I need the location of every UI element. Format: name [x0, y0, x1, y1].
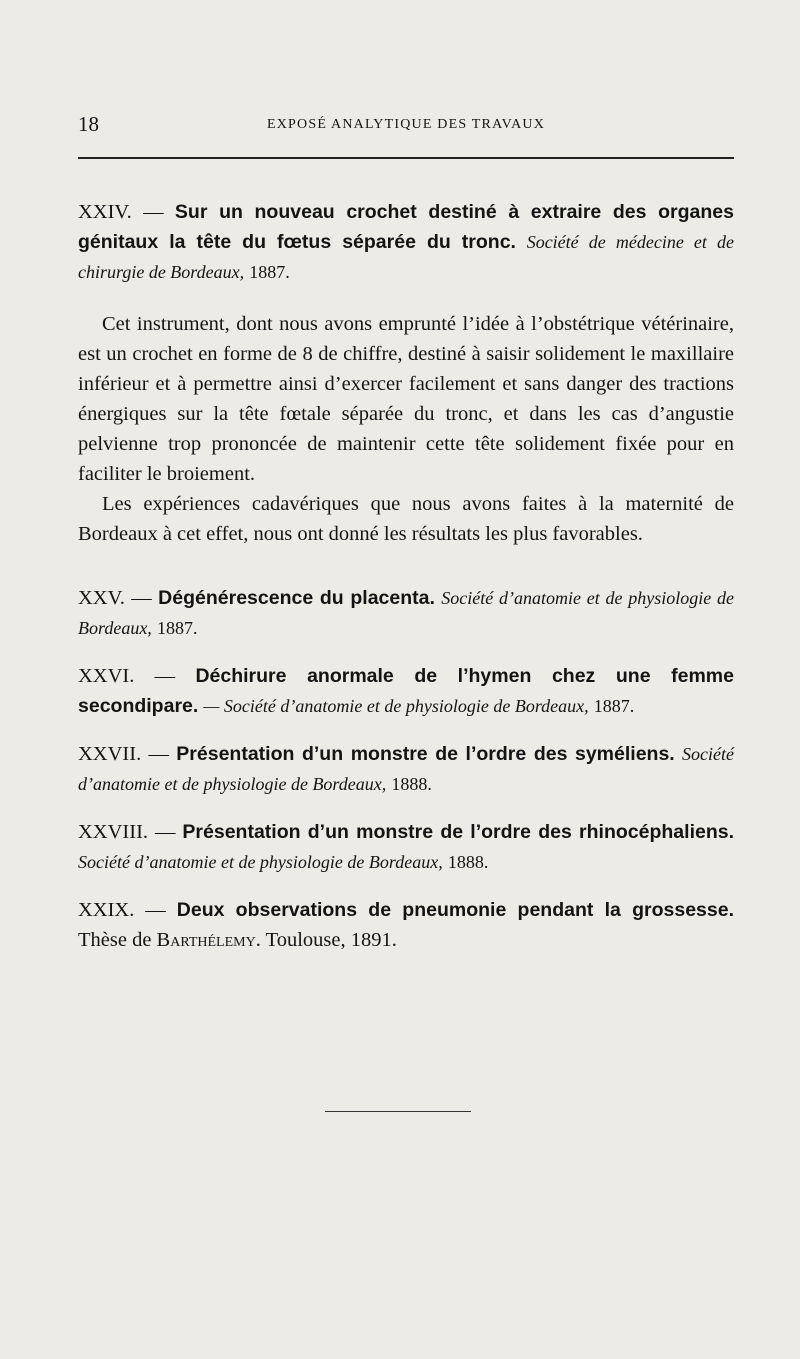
- entry-title: Déchirure anormale de l’hymen chez une femme secondipare.: [78, 665, 734, 717]
- entry-title: Sur un nouveau crochet destiné à extraire des organes génitaux la tête du fœtus séparée du tronc.: [78, 201, 734, 253]
- entry-year: 1887.: [249, 262, 290, 282]
- these-suffix: . Toulouse, 1891.: [255, 929, 397, 951]
- these-prefix: Thèse de: [78, 929, 152, 951]
- paragraph-experiences: Les expériences cadavériques que nous avons faites à la maternité de Bordeaux à cet effet, nous ont donné les résultats les plus favorables.: [78, 493, 734, 545]
- entry-year: 1888.: [447, 852, 489, 872]
- entry-xxviii: [78, 817, 734, 877]
- closing-rule: [325, 1111, 471, 1112]
- entry-reference: Société d’anatomie et de physiologie de Bordeaux,: [78, 744, 735, 794]
- main-content: [78, 197, 734, 955]
- entry-reference: Société de médecine et de chirurgie de Bordeaux,: [78, 232, 734, 282]
- entry-numeral: XXVIII. —: [78, 821, 176, 843]
- entry-xxvii: [78, 739, 734, 799]
- entry-numeral: XXVI. —: [78, 665, 176, 687]
- entry-title: Présentation d’un monstre de l’ordre des syméliens.: [176, 743, 675, 765]
- entry-title: Dégénérescence du placenta.: [158, 587, 435, 609]
- page-number: 18: [78, 112, 99, 136]
- entry-xxix: [78, 895, 734, 955]
- entry-year: 1887.: [593, 696, 635, 716]
- entry-numeral: XXVII. —: [78, 743, 169, 765]
- entry-reference: Société d’anatomie et de physiologie de Bordeaux,: [78, 852, 443, 872]
- header-rule: [78, 157, 734, 159]
- entry-xxv: [78, 583, 734, 643]
- entry-numeral: XXIX. —: [78, 899, 166, 921]
- entry-numeral: XXIV. —: [78, 201, 164, 223]
- these-author: Barthélemy: [156, 929, 256, 951]
- entry-title: Présentation d’un monstre de l’ordre des rhinocéphaliens.: [182, 821, 735, 843]
- entry-reference: — Société d’anatomie et de physiologie de Bordeaux,: [203, 696, 589, 716]
- entry-xxiv: [78, 197, 734, 287]
- running-head: [78, 112, 734, 142]
- entry-reference: Société d’anatomie et de physiologie de Bordeaux,: [78, 588, 734, 638]
- entry-numeral: XXV. —: [78, 587, 152, 609]
- entry-year: 1888.: [391, 774, 432, 794]
- entry-year: 1887.: [156, 618, 198, 638]
- paragraph-instrument: Cet instrument, dont nous avons emprunté l’idée à l’obstétrique vétérinaire, est un crochet en forme de 8 de chiffre, destiné à saisir solidement le maxillaire inférieur et à permettre ainsi d’exercer facilement et sans danger des tractions énergiques sur la tête fœtale séparée du tronc, et dans les cas d’angustie pelvienne trop prononcée de maintenir cette tête solidement fixée pour en faciliter le broiement.: [78, 313, 734, 485]
- entry-title: Deux observations de pneumonie pendant la grossesse.: [176, 899, 734, 921]
- running-title: EXPOSÉ ANALYTIQUE DES TRAVAUX: [266, 117, 546, 132]
- entry-xxvi: [78, 661, 734, 721]
